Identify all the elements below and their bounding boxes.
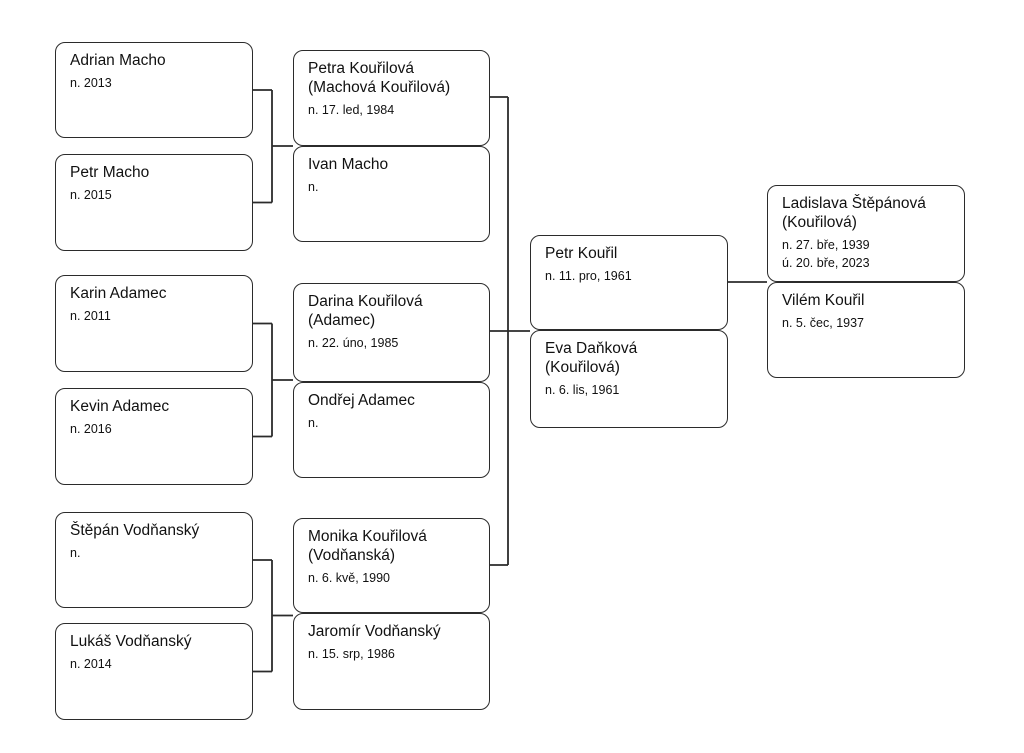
person-birth: n. 15. srp, 1986 [308, 647, 395, 661]
connector-line [253, 324, 293, 437]
person-name: Eva Daňková [545, 340, 638, 357]
person-box-jaromir-vodnansky[interactable] [293, 613, 490, 710]
person-name: Darina Kouřilová [308, 293, 423, 310]
person-maiden-name: (Kouřilová) [782, 214, 857, 231]
person-maiden-name: (Vodňanská) [308, 547, 396, 564]
person-box-kevin-adamec[interactable] [55, 388, 253, 485]
person-birth: n. 17. led, 1984 [308, 103, 395, 117]
person-birth: n. 27. bře, 1939 [782, 238, 870, 252]
person-box-karin-adamec[interactable] [55, 275, 253, 372]
person-box-eva-dankova[interactable] [530, 330, 728, 428]
person-name: Vilém Kouřil [782, 292, 865, 309]
connector-line [490, 97, 530, 565]
person-maiden-name: (Machová Kouřilová) [308, 79, 451, 96]
person-name: Adrian Macho [70, 52, 166, 69]
person-name: Jaromír Vodňanský [308, 623, 441, 640]
connector-line [253, 560, 293, 672]
person-box-petr-kouril[interactable] [530, 235, 728, 330]
person-birth: n. 11. pro, 1961 [545, 269, 632, 283]
person-name: Petr Kouřil [545, 245, 618, 262]
person-death: ú. 20. bře, 2023 [782, 256, 870, 270]
person-birth: n. 2014 [70, 657, 112, 671]
person-maiden-name: (Adamec) [308, 312, 376, 329]
person-name: Petra Kouřilová [308, 60, 414, 77]
person-birth: n. 6. lis, 1961 [545, 383, 620, 397]
person-box-ladislava-stepanova[interactable] [767, 185, 965, 282]
person-box-darina-kourilova[interactable] [293, 283, 490, 382]
person-name: Monika Kouřilová [308, 528, 427, 545]
person-name: Karin Adamec [70, 285, 167, 302]
person-birth: n. [308, 416, 319, 430]
person-box-ondrej-adamec[interactable] [293, 382, 490, 478]
person-box-petr-macho[interactable] [55, 154, 253, 251]
person-name: Kevin Adamec [70, 398, 170, 415]
person-box-stepan-vodnansky[interactable] [55, 512, 253, 608]
person-birth: n. 2013 [70, 76, 112, 90]
person-box-petra-kourilova[interactable] [293, 50, 490, 146]
connector-line [253, 90, 293, 203]
person-name: Petr Macho [70, 164, 150, 181]
person-birth: n. 6. kvě, 1990 [308, 571, 391, 585]
person-name: Lukáš Vodňanský [70, 633, 192, 650]
person-box-ivan-macho[interactable] [293, 146, 490, 242]
person-birth: n. 5. čec, 1937 [782, 316, 865, 330]
person-birth: n. 22. úno, 1985 [308, 336, 399, 350]
person-birth: n. [308, 180, 319, 194]
person-birth: n. 2015 [70, 188, 112, 202]
person-birth: n. 2011 [70, 309, 111, 323]
person-birth: n. 2016 [70, 422, 112, 436]
person-birth: n. [70, 546, 81, 560]
person-name: Ladislava Štěpánová [782, 195, 926, 212]
person-box-monika-kourilova[interactable] [293, 518, 490, 613]
person-maiden-name: (Kouřilová) [545, 359, 620, 376]
person-box-vilem-kouril[interactable] [767, 282, 965, 378]
person-name: Štěpán Vodňanský [70, 522, 200, 539]
person-name: Ivan Macho [308, 156, 389, 173]
person-box-adrian-macho[interactable] [55, 42, 253, 138]
person-box-lukas-vodnansky[interactable] [55, 623, 253, 720]
person-name: Ondřej Adamec [308, 392, 415, 409]
